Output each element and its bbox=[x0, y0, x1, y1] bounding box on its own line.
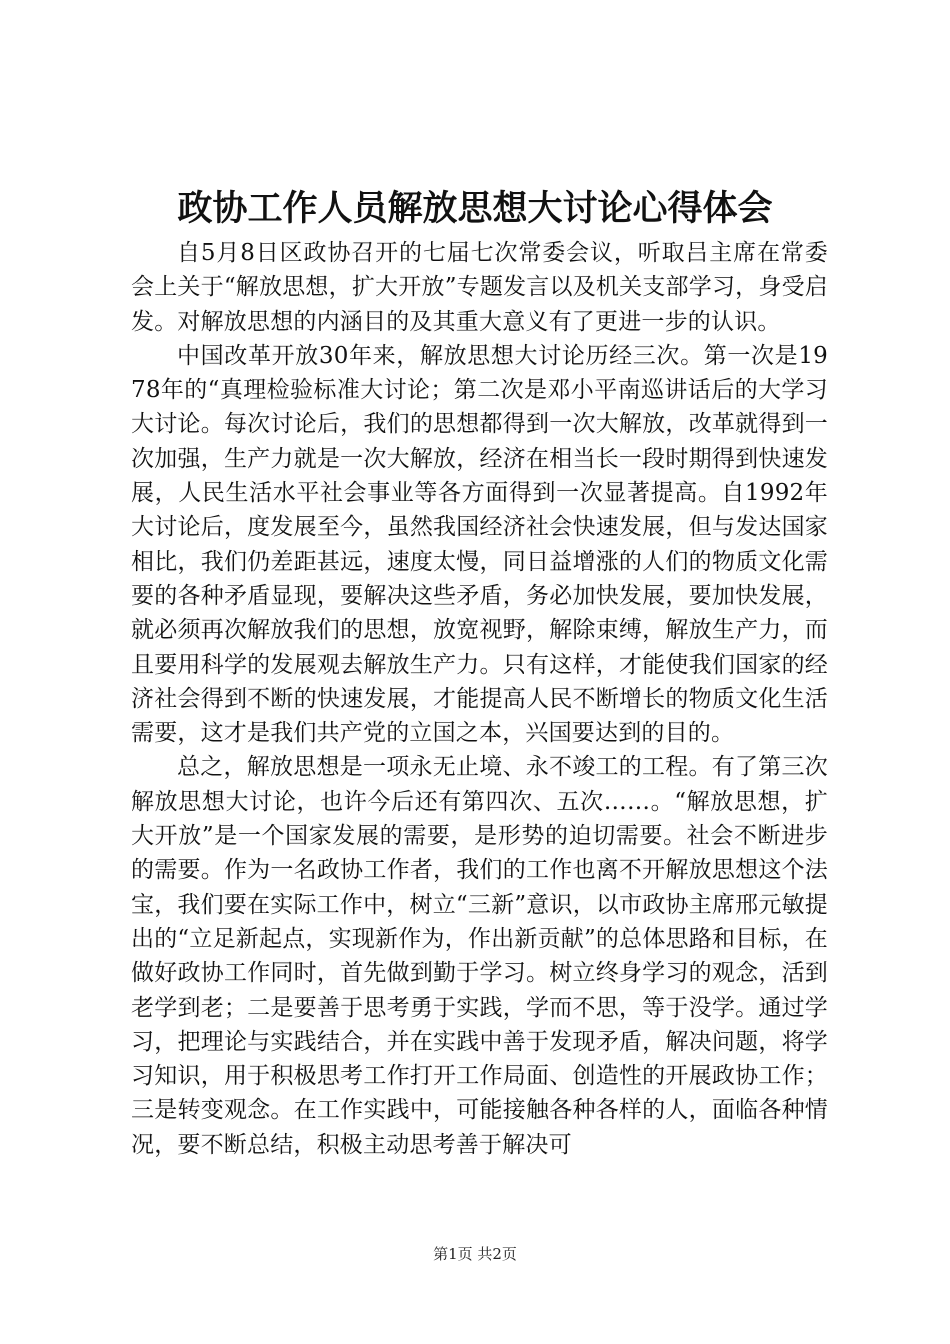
document-title: 政协工作人员解放思想大讨论心得体会 bbox=[177, 188, 773, 229]
paragraph-conclusion: 总之，解放思想是一项永无止境、永不竣工的工程。有了第三次解放思想大讨论，也许今后还有第四次、五次……。“解放思想，扩大开放”是一个国家发展的需要，是形势的迫切需要。社会不断进步的需要。作为一名政协工作者，我们的工作也离不开解放思想这个法宝，我们要在实际工作中，树立“三新”意识，以市政协主席邢元敏提出的“立足新起点，实现新作为，作出新贡献”的总体思路和目标，在做好政协工作同时，首先做到勤于学习。树立终身学习的观念，活到老学到老；二是要善于思考勇于实践，学而不思，等于没学。通过学习，把理论与实践结合，并在实践中善于发现矛盾，解决问题，将学习知识，用于积极思考工作打开工作局面、创造性的开展政协工作；三是转变观念。在工作实践中，可能接触各种各样的人，面临各种情况，要不断总结，积极主动思考善于解决可 bbox=[131, 754, 828, 1158]
paragraph-history: 中国改革开放30年来，解放思想大讨论历经三次。第一次是1978年的“真理检验标准大讨论；第二次是邓小平南巡讲话后的大学习大讨论。每次讨论后，我们的思想都得到一次大解放，改革就得到一次加强，生产力就是一次大解放，经济在相当长一段时期得到快速发展，人民生活水平社会事业等各方面得到一次显著提高。自1992年大讨论后，度发展至今，虽然我国经济社会快速发展，但与发达国家相比，我们仍差距甚远，速度太慢，同日益增涨的人们的物质文化需要的各种矛盾显现，要解决这些矛盾，务必加快发展，要加快发展，就必须再次解放我们的思想，放宽视野，解除束缚，解放生产力，而且要用科学的发展观去解放生产力。只有这样，才能使我们国家的经济社会得到不断的快速发展，才能提高人民不断增长的物质文化生活需要，这才是我们共产党的立国之本，兴国要达到的目的。 bbox=[131, 342, 828, 747]
paragraph-intro: 自5月8日区政协召开的七届七次常委会议，听取吕主席在常委会上关于“解放思想，扩大开放”专题发言以及机关支部学习，身受启发。对解放思想的内涵目的及其重大意义有了更进一步的认识。 bbox=[131, 240, 828, 335]
page-footer: 第1页 共2页 bbox=[433, 1245, 517, 1263]
document-body bbox=[131, 236, 828, 1162]
